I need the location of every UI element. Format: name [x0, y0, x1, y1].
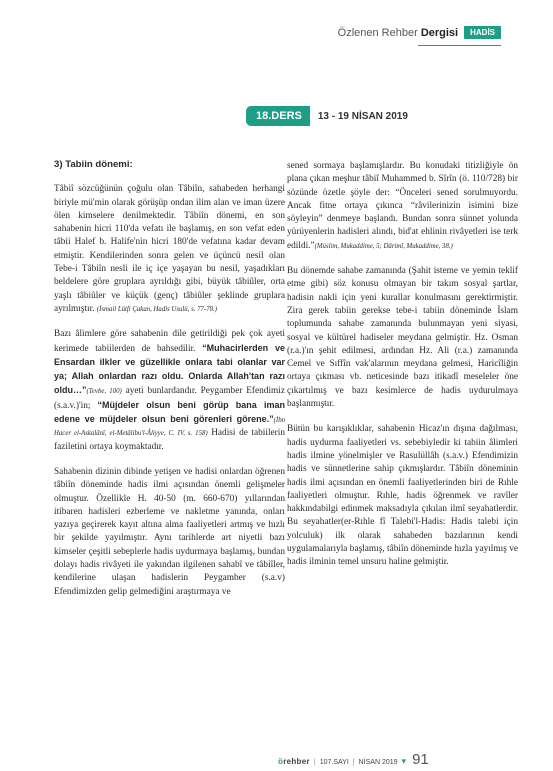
- footer-issue: 107.SAYI: [319, 759, 349, 766]
- lesson-banner: [246, 106, 408, 126]
- citation: (İsmail Lütfi Çakan, Hadis Usulü, s. 77-78.): [96, 305, 217, 313]
- page-header: [338, 26, 501, 39]
- page-footer: [278, 751, 429, 768]
- footer-brand-prefix: ö: [278, 757, 284, 766]
- footer-separator: |: [313, 759, 316, 766]
- right-column: [287, 160, 518, 582]
- magazine-title: [338, 27, 458, 39]
- magazine-title-bold: Dergisi: [420, 26, 459, 39]
- footer-separator: |: [352, 759, 355, 766]
- citation: (Müslim, Mukaddime, 5; Dârimî, Mukaddime, 38.): [314, 242, 453, 250]
- paragraph-isnad: [287, 160, 518, 253]
- paragraph-social-conditions: Bu dönemde sahabe zamanında (Şahit isteme ve yemin teklif etme gibi) söz konusu olmayan bir takım sosyal şartlar, hadisin nakli için yeni kurallar konulmasını gerektirmiştir. Zira gerek tabiin gerekse tebe-i tabiin döneminde İslam toplumunda sahabe zamanında bulunmayan yeni siyasi, sosyal ve kültürel hadiseler meydana gelmiştir. Hz. Osman (r.a.)'ın şehit edilmesi, ardından Hz. Ali (r.a.) zamanında Cemel ve Sıffîn vak'alarının meydana gelmesi, Haricîliğin ortaya çıkması vb. neticesinde bazı itikadî meseleler öne çıkartılmış ve bazı kesimlerce de hadis uydurulmaya başlanmıştır.: [287, 266, 518, 410]
- paragraph-rihle: Bütün bu karışıklıklar, sahabenin Hicaz'ın dışına dağılması, hadis uydurma faaliyetleri vs. sebebiyledir ki tabiin âlimleri hadis ilmine yönelmişler ve Rasulüllâh (s.a.v.) Efendimizin hadis ve sünnetlerine sahip çıkmışlardır. Tâbiîn döneminin hadis ilmi açısından en önemli faaliyetlerinden biri de Rıhle faaliyetleri olmuştur. Rıhle, hadis öğrenmek ve ravîler hakkındabilgi edinmek maksadıyla çıkılan ilmî seyahatlerdir. Bu seyahatler(er-Rıhle fî Talebi'l-Hadis: Hadis talebi için yolculuk) ilk olarak sahabeden bazılarının kendi uygulamalarıyla başlamış, tâbiîn döneminde hızla yayılmış ve hadis ilminin temel unsuru haline gelmiştir.: [287, 424, 518, 568]
- paragraph-developments: Sahabenin dizinin dibinde yetişen ve hadisi onlardan öğrenen tâbiîn döneminde hadis ilmi açısından önemli gelişmeler olmuştur. Özellikle H. 40-50 (m. 660-670) yıllarından itibaren hadisleri ezberleme ve nakletme yanında, onları yazıya geçirerek kayıt altına alma faaliyetleri artmış ve hızlı bir şekilde yayılmıştır. Aynı tarihlerde art niyetli bazı kimseler çeşitli sebeplerle hadis uydurmaya başlamış, bundan dolayı hadis rivâyeti ile yakından ilgilenen sahabî ve tâbiîler, kendilerine ulaşan hadislerin Peygamber (s.a.v) Efendimizden gelip gelmediğini araştırmaya ve: [54, 466, 285, 597]
- page-number: 91: [412, 751, 429, 768]
- magazine-title-regular: Özlenen Rehber: [337, 26, 421, 39]
- left-column: [54, 158, 285, 611]
- footer-brand-name: rehber: [283, 757, 310, 766]
- page-marker-icon: ▾: [401, 756, 407, 766]
- header-divider: [418, 45, 501, 46]
- paragraph-text: ayeti bunlardandır. Peygamber Efendimiz (s.a.v.)'in;: [54, 386, 285, 411]
- paragraph-text: Hadisi de tabiilerin faziletini ortaya koymaktadır.: [54, 428, 285, 452]
- lesson-date: 13 - 19 NİSAN 2019: [317, 110, 408, 122]
- category-tag: HADİS: [464, 26, 501, 39]
- paragraph-tabiin-definition: [54, 183, 285, 316]
- paragraph-text: Tâbiî sözcüğünün çoğulu olan Tâbiîn, sahabeden herhangi biriyle mü'min olarak görüşüp ondan ilim alan ve iman üzere ölen kimselere denilmektedir. Tâbiîn dönemi, en son sahabenin hicri 110'da vefatı ile başlamış, en son vefat eden tâbii Halef b. Halife'nin hicri 180'de vefatına kadar devam etmiştir. Kendilerinden sonra gelen ve üçüncü nesil olan Tebe-i Tâbiîn nesli ile iç içe yaşayan bu nesil, yaşadıkları beldelere göre gruplara ayrıldığı gibi, büyük tâbiûler, orta yaşlı tâbiûler ve küçük (genç) tâbiûler şeklinde gruplara ayrılmıştır.: [54, 184, 285, 314]
- footer-brand: [278, 757, 310, 766]
- quote-hadith: “Müjdeler olsun beni görüp bana iman edene ve müjdeler olsun beni görenleri görene.”: [54, 399, 285, 425]
- citation: (Tevbe, 100): [86, 388, 122, 396]
- lesson-badge: 18.DERS: [246, 106, 310, 126]
- paragraph-quran-hadith: [54, 328, 285, 454]
- footer-date: NİSAN 2019: [358, 759, 398, 766]
- quote-verse: “Muhacirlerden ve Ensardan ilkler ve güzellikle onlara tabi olanlar var ya; Allah onlardan razı oldu. Onlarda Allah'tan razı oldu…”: [54, 342, 285, 396]
- paragraph-text: Bazı âlimlere göre sahabenin dile getirildiği pek çok ayeti kerimede tabiilerden de bahsedilir.: [54, 329, 285, 354]
- citation: (İbn Hacer el-Askalânî, el-Metâlibu'l-Âliyye, C. IV, s. 158): [54, 417, 285, 438]
- paragraph-text: sened sormaya başlamışlardır. Bu konudaki titizliğiyle ön plana çıkan meşhur tâbiî Muhammed b. Sîrîn (ö. 110/728) bir sözünde özetle şöyle der: “Önceleri sened sorulmuyordu. Ancak fitne ortaya çıkınca “râvilerinizin isimini bize söyleyin” denmeye başlandı. Bundan sonra sünnet yolunda yürüyenlerin hadisleri alındı, bid'at ehlinin rivâyetleri ise terk edildi.”: [287, 161, 518, 251]
- section-heading: 3) Tabiin dönemi:: [54, 159, 133, 170]
